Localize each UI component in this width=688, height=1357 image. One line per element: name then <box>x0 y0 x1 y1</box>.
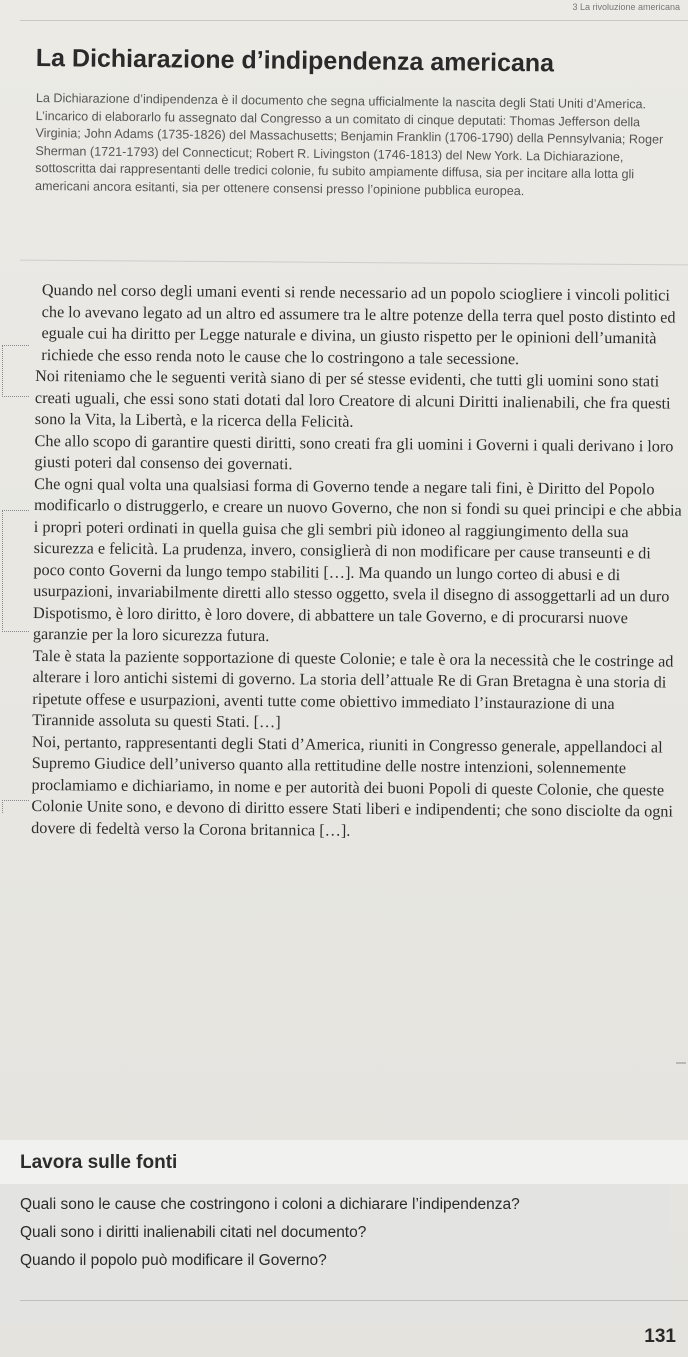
source-text <box>31 280 684 845</box>
exercise-header <box>0 1140 688 1184</box>
source-paragraph: Noi riteniamo che le seguenti verità siano di per sé stesse evidenti, che tutti gli uomini sono stati creati uguali, che essi sono stati dotati dal loro Creatore di alcuni Diritti inalienabili, che fra questi sono la Vita, la Libertà, e la ricerca della Felicità. <box>34 366 671 431</box>
page-title: La Dichiarazione d’indipendenza americana <box>35 44 555 78</box>
source-paragraph: Che allo scopo di garantire questi diritti, sono creati fra gli uomini i Governi i quali derivano i loro giusti poteri dal consenso dei governati. <box>34 431 674 474</box>
exercise-box <box>0 1140 688 1340</box>
question-item: Quali sono le cause che costringono i coloni a dichiarare l’indipendenza? <box>20 1196 520 1213</box>
intro-paragraph: La Dichiarazione d’indipendenza è il documento che segna ufficialmente la nascita degli Stati Uniti d’America. L’incarico di elaborarlo fu assegnato dal Congresso a un comitato di cinque deputati: Thomas Jefferson della Virginia; John Adams (1735-1826) del Massachusetts; Benjamin Franklin (1706-1790) della Pennsylvania; Roger Sherman (1721-1793) del Connecticut; Robert R. Livingston (1746-1813) del New York. La Dichiarazione, sottoscritta dai rappresentanti delle tredici colonie, fu subito ampiamente diffusa, sia per incitare alla lotta gli americani ancora esitanti, sia per ottenere consensi presso l’opinione pubblica europea. <box>34 90 664 199</box>
source-paragraph: Quando nel corso degli umani eventi si rende necessario ad un popolo sciogliere i vincoli politici che lo avevano legato ad un altro ed assumere tra le altre potenze della terra quel posto distinto ed eguale cui ha diritto per Legge naturale e divina, un giusto rispetto per le opinioni dell’umanità richiede che esso renda noto le cause che lo costringono a tale secessione. <box>41 281 676 368</box>
source-paragraph: Che ogni qual volta una qualsiasi forma di Governo tende a negare tali fini, è Diritto del Popolo modificarlo o distruggerlo, e creare un nuovo Governo, che non si fondi su quei principi e che abbia i propri poteri ordinati in quella guisa che gli sembri più idoneo al raggiungimento della sua sicurezza e felicità. La prudenza, invero, consiglierà di non modificare per cause transeunti e di poco conto Governi da lungo tempo stabiliti […]. Ma quando un lungo corteo di abusi e di usurpazioni, invariabilmente diretti allo stesso oggetto, svela il disegno di assoggettarli ad un duro Dispotismo, è loro diritto, è loro dovere, di abbattere un tale Governo, e di procurarsi nuove garanzie per la loro sicurezza futura. <box>32 474 682 646</box>
margin-bracket <box>2 800 29 813</box>
margin-bracket <box>2 510 29 632</box>
section-divider <box>20 260 688 266</box>
exercise-title: Lavora sulle fonti <box>20 1152 178 1173</box>
source-paragraph: Noi, pertanto, rappresentanti degli Stati d’America, riuniti in Congresso generale, appellandoci al Supremo Giudice dell’universo quanto alla rettitudine delle nostre intenzioni, solennemente proclamiamo e dichiariamo, in nome e per autorità dei buoni Popoli di queste Colonie, che queste Colonie Unite sono, e devono di diritto essere Stati liberi e indipendenti; che sono disciolte da ogni dovere di fedeltà verso la Corona britannica […]. <box>31 732 674 840</box>
margin-bracket <box>2 345 29 397</box>
source-paragraph: Tale è stata la paziente sopportazione di queste Colonie; e tale è ora la necessità che le costringe ad alterare i loro antichi sistemi di governo. La storia dell’attuale Re di Gran Bretagna è una storia di ripetute offese e usurpazioni, aventi tutte come obiettivo immediato l’instaurazione di una Tirannide assoluta su questi Stati. […] <box>32 646 674 732</box>
question-item: Quando il popolo può modificare il Governo? <box>20 1252 327 1269</box>
bottom-divider <box>20 1300 688 1301</box>
running-head: 3 La rivoluzione americana <box>572 2 680 12</box>
page-number: 131 <box>644 1326 676 1347</box>
top-divider <box>20 20 688 21</box>
margin-mark <box>676 1062 686 1064</box>
questions-list <box>0 1184 670 1324</box>
question-item: Quali sono i diritti inalienabili citati nel documento? <box>20 1224 367 1241</box>
